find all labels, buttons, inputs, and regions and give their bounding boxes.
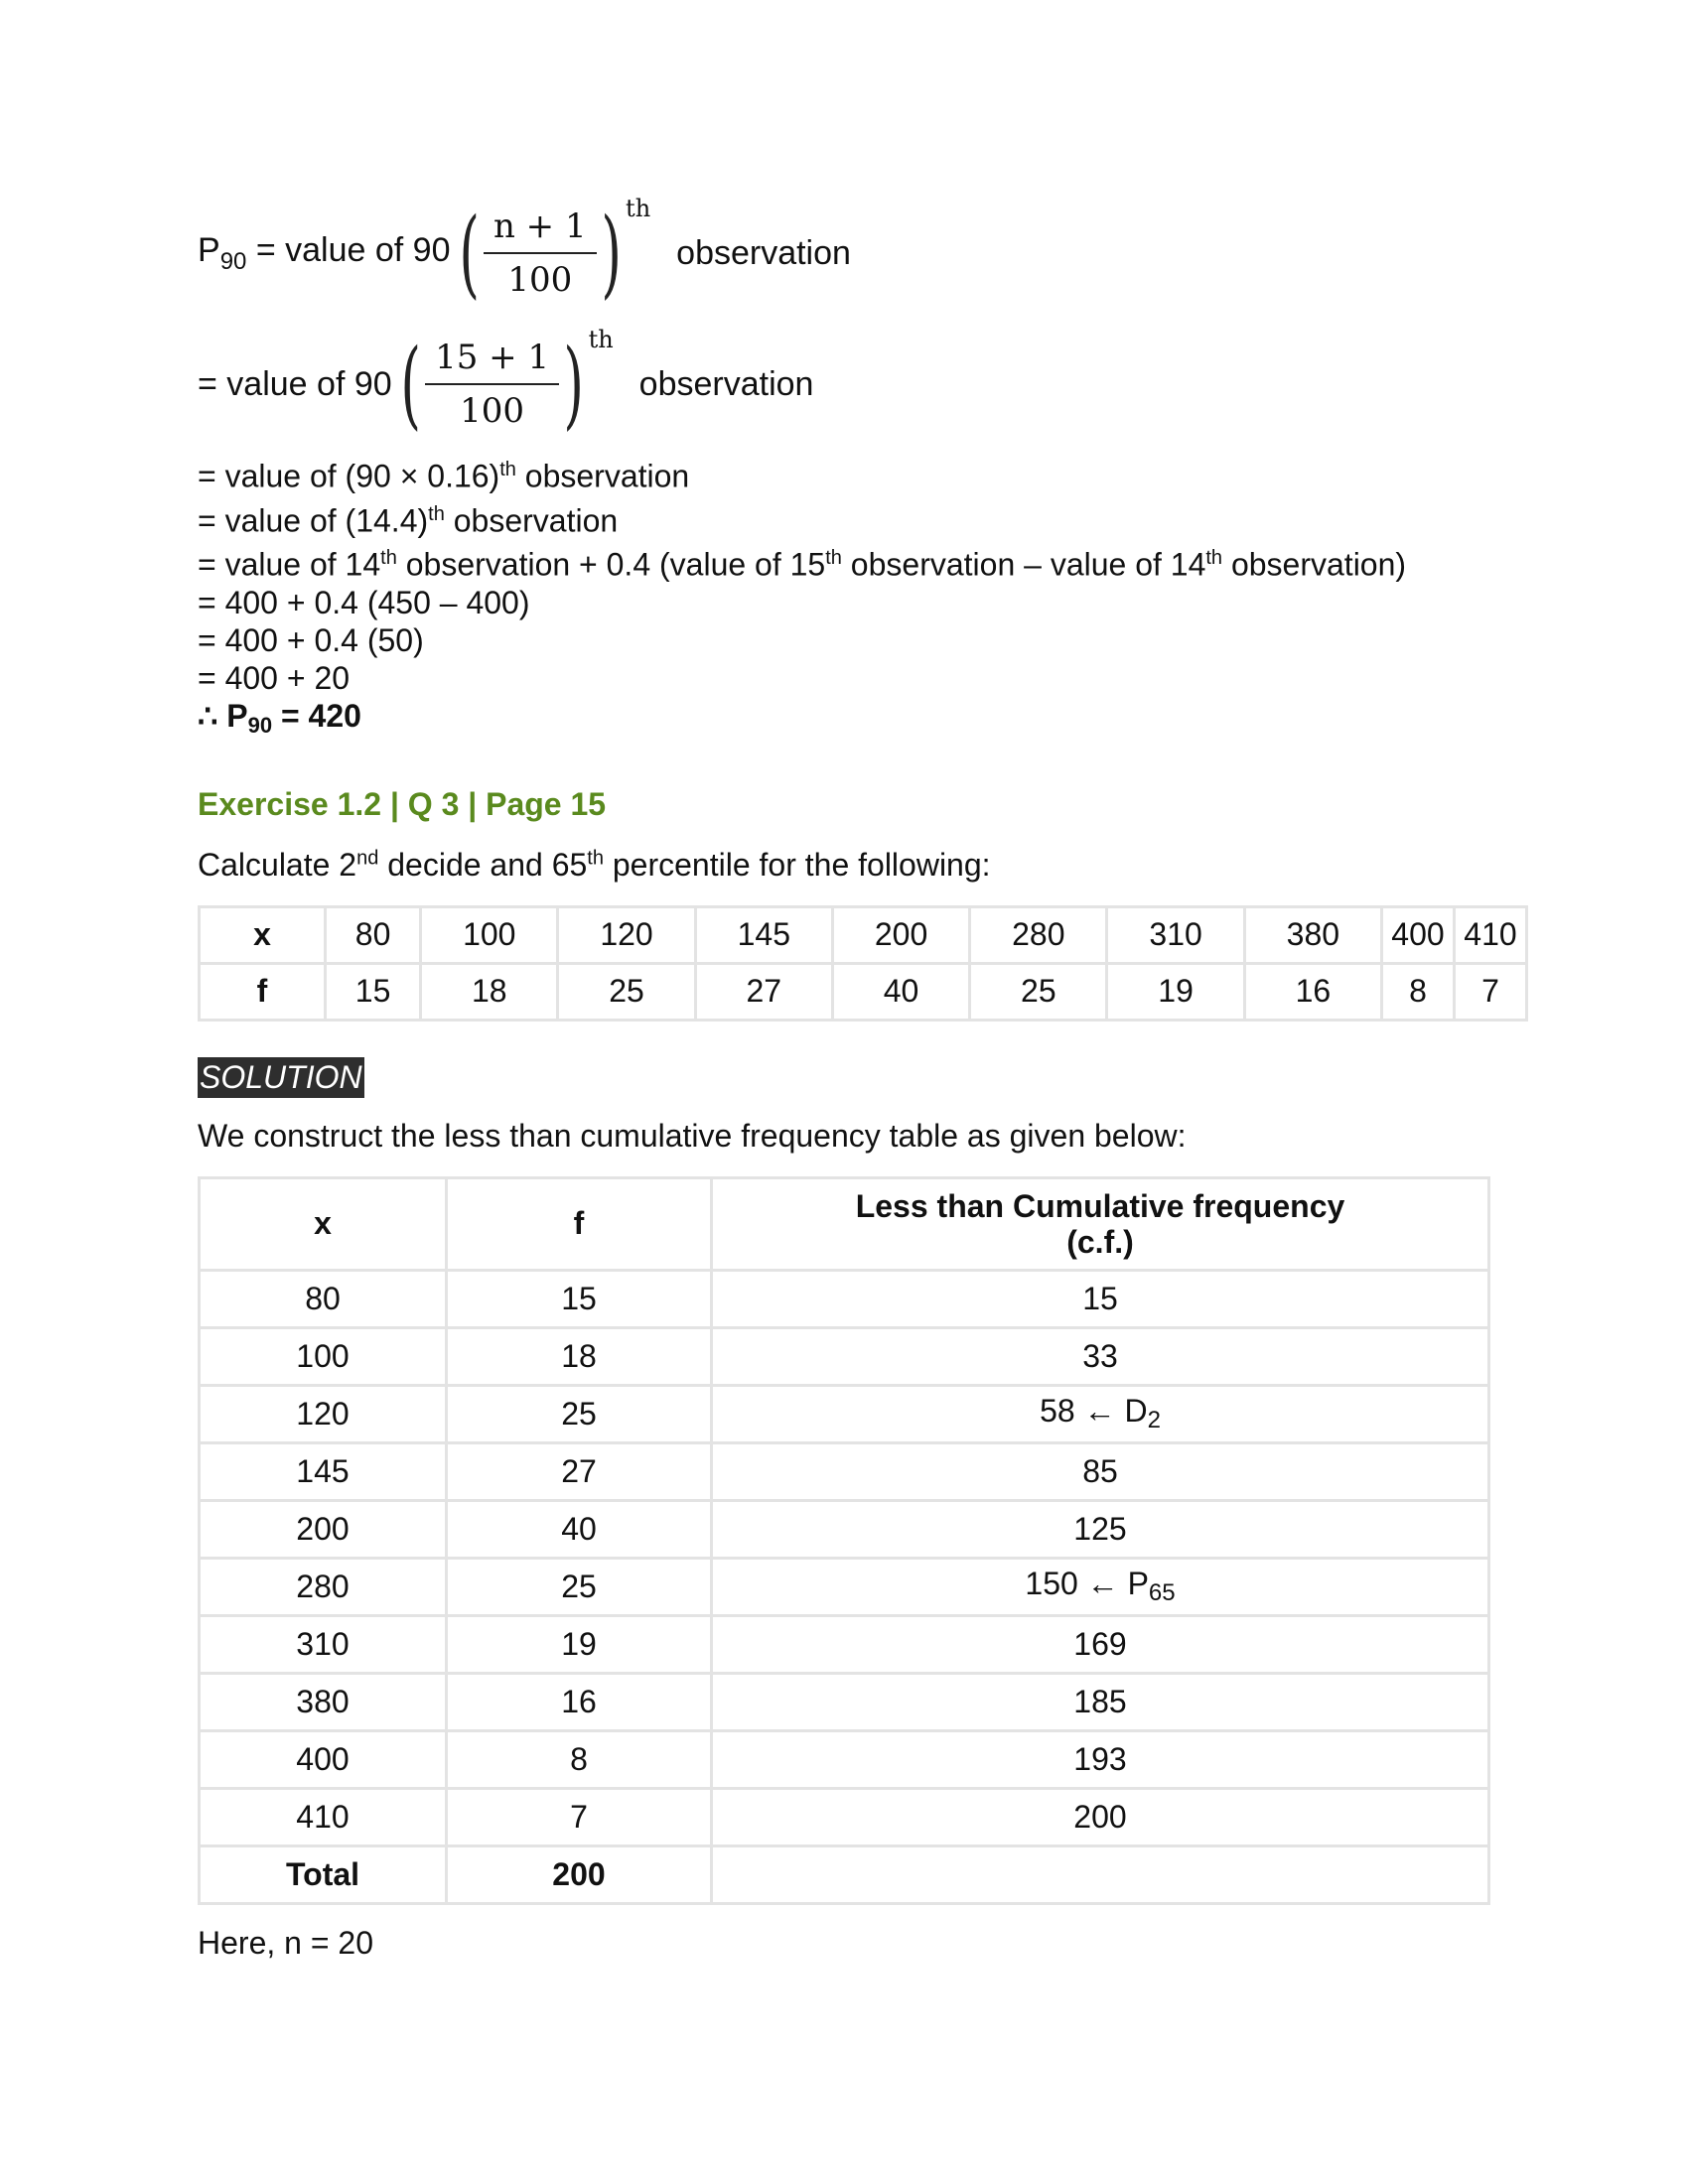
cell-x: 120 [200, 1385, 447, 1442]
left-paren: ( [458, 198, 480, 309]
cell-f: 27 [447, 1442, 712, 1500]
table-row [200, 1500, 1489, 1558]
table-cell: 25 [558, 963, 695, 1020]
cell-x: 80 [200, 1270, 447, 1327]
table-cell: 100 [421, 906, 558, 963]
header-cf: Less than Cumulative frequency (c.f.) [712, 1177, 1489, 1270]
formula-p90-substituted [198, 320, 1528, 449]
table-cell: 16 [1244, 963, 1381, 1020]
cell-f: 16 [447, 1673, 712, 1730]
ordinal-superscript: th [588, 326, 614, 353]
step-result: ∴ $P_{90} = 420$ [198, 697, 361, 738]
sample-size-text: Here, n = 20 [198, 1924, 373, 1961]
table-cell: 200 [832, 906, 969, 963]
cell-cf: 125 [712, 1500, 1489, 1558]
cell-x: 310 [200, 1615, 447, 1673]
cell-f: 25 [447, 1558, 712, 1615]
cell-x: 280 [200, 1558, 447, 1615]
table-cell: 25 [970, 963, 1107, 1020]
table-total-row [200, 1845, 1489, 1903]
cell-f: 18 [447, 1327, 712, 1385]
table-row [200, 1442, 1489, 1500]
cell-cf: 85 [712, 1442, 1489, 1500]
cell-f: 19 [447, 1615, 712, 1673]
cell-x: 380 [200, 1673, 447, 1730]
fraction-numerator: 15 + 1 [425, 338, 559, 385]
table-cell [712, 1845, 1489, 1903]
fraction-numerator: n + 1 [484, 206, 597, 254]
step-line: = 400 + 0.4 (50) [198, 621, 424, 658]
formula-p90-general [198, 189, 1528, 318]
cell-cf: 169 [712, 1615, 1489, 1673]
table-row [200, 1558, 1489, 1615]
calculation-steps [198, 451, 1528, 745]
cell-f: 40 [447, 1500, 712, 1558]
exercise-heading-link[interactable]: Exercise 1.2 | Q 3 | Page 15 [198, 785, 607, 822]
table-cell: 15 [326, 963, 421, 1020]
fraction-denominator: 100 [460, 391, 525, 431]
step-line: = value of $(14.4)^{th}$ observation [198, 502, 619, 539]
table-row-f [200, 963, 1527, 1020]
cell-x: 410 [200, 1788, 447, 1845]
document-page [198, 189, 1528, 1962]
table-header-row [200, 1177, 1489, 1270]
cell-f: 8 [447, 1730, 712, 1788]
table-row [200, 1615, 1489, 1673]
step-line: = 400 + 0.4 (450 – 400) [198, 584, 530, 620]
table-row-x [200, 906, 1527, 963]
table-cell: 40 [832, 963, 969, 1020]
total-value: 200 [447, 1845, 712, 1903]
cell-x: 400 [200, 1730, 447, 1788]
table-cell: 8 [1382, 963, 1455, 1020]
table-cell: 18 [421, 963, 558, 1020]
row-header-f: f [200, 963, 326, 1020]
cell-cf: 150 ← P65 [712, 1558, 1489, 1615]
table-cell: 27 [695, 963, 832, 1020]
question-text: Calculate 2nd decide and 65th percentile for the following: [198, 846, 991, 883]
fraction [484, 206, 597, 300]
table-cell: 410 [1455, 906, 1527, 963]
fraction [425, 338, 559, 431]
table-cell: 80 [326, 906, 421, 963]
cell-cf: 200 [712, 1788, 1489, 1845]
table-row [200, 1270, 1489, 1327]
given-data-table [198, 905, 1528, 1022]
table-cell: 280 [970, 906, 1107, 963]
observation-word: observation [676, 233, 851, 272]
cell-cf: 15 [712, 1270, 1489, 1327]
right-paren: ) [563, 329, 585, 440]
cell-f: 15 [447, 1270, 712, 1327]
header-f: f [447, 1177, 712, 1270]
cell-cf: 33 [712, 1327, 1489, 1385]
step-line: = 400 + 20 [198, 659, 351, 696]
table-cell: 310 [1107, 906, 1244, 963]
cell-cf: 185 [712, 1673, 1489, 1730]
solution-intro: We construct the less than cumulative frequency table as given below: [198, 1117, 1187, 1154]
table-cell: 120 [558, 906, 695, 963]
cell-cf: 193 [712, 1730, 1489, 1788]
table-row [200, 1788, 1489, 1845]
table-cell: 7 [1455, 963, 1527, 1020]
cell-x: 100 [200, 1327, 447, 1385]
formula-lhs: $P_{90}$ = value of 90 [198, 230, 451, 275]
cumulative-frequency-table [198, 1176, 1490, 1905]
ordinal-superscript: th [626, 195, 651, 222]
cell-x: 200 [200, 1500, 447, 1558]
table-row [200, 1673, 1489, 1730]
step-line: = value of 14th observation + 0.4 (value of 15th observation – value of 14th observation) [198, 546, 1407, 583]
cell-f: 25 [447, 1385, 712, 1442]
left-paren: ( [400, 329, 421, 440]
fraction-denominator: 100 [507, 260, 573, 300]
right-paren: ) [601, 198, 622, 309]
solution-label: SOLUTION [198, 1057, 364, 1098]
table-cell: 380 [1244, 906, 1381, 963]
formula-lhs: = value of 90 [198, 364, 392, 403]
table-row [200, 1327, 1489, 1385]
table-row [200, 1730, 1489, 1788]
table-cell: 145 [695, 906, 832, 963]
cell-cf: 58 ← D2 [712, 1385, 1489, 1442]
observation-word: observation [638, 364, 814, 403]
header-x: x [200, 1177, 447, 1270]
row-header-x: x [200, 906, 326, 963]
table-cell: 400 [1382, 906, 1455, 963]
table-cell: 19 [1107, 963, 1244, 1020]
total-label: Total [200, 1845, 447, 1903]
step-line: = value of $(90 \times 0.16)^{th}$ observation [198, 458, 690, 494]
table-row [200, 1385, 1489, 1442]
cell-x: 145 [200, 1442, 447, 1500]
cell-f: 7 [447, 1788, 712, 1845]
